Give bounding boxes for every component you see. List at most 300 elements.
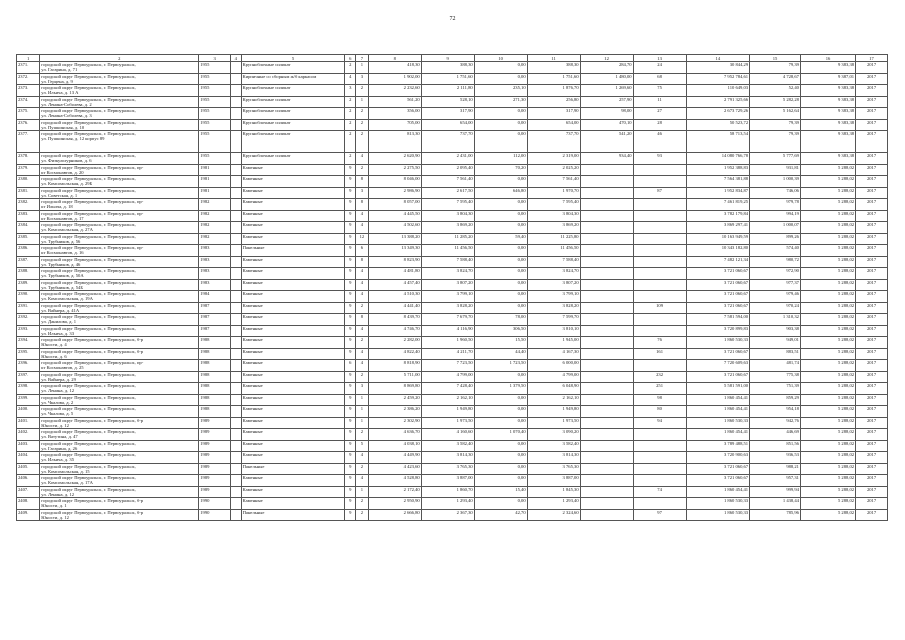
cell-c4 (231, 210, 242, 222)
cell-c8: 4 510,30 (368, 291, 421, 303)
address-cell (40, 360, 199, 372)
column-number: 13 (633, 55, 686, 62)
cell-c10: 15,50 (474, 337, 527, 349)
cell-c3: 1989 (199, 463, 231, 475)
cell-c9: 654,00 (421, 119, 474, 131)
cell-c6: 9 (345, 417, 356, 429)
cell-c3: 1981 (199, 164, 231, 176)
cell-c4 (231, 176, 242, 188)
cell-c5: Каменные (241, 486, 345, 498)
cell-c1: 2376. (17, 119, 40, 131)
cell-c11: 1 973,50 (527, 417, 580, 429)
cell-c6: 9 (345, 440, 356, 452)
address-line-2: Юности, д. 1 (41, 503, 67, 508)
cell-c9: 2 431,00 (421, 153, 474, 165)
cell-c12 (580, 314, 633, 326)
cell-c17: 2017 (856, 210, 888, 222)
cell-c1: 2407. (17, 486, 40, 498)
cell-c17: 2017 (856, 383, 888, 395)
address-cell (40, 498, 199, 510)
cell-c9: 3 824,70 (421, 268, 474, 280)
cell-c15: 936,53 (750, 452, 801, 464)
cell-c10: 0,00 (474, 256, 527, 268)
table-row (17, 463, 888, 475)
cell-c4 (231, 291, 242, 303)
address-line-1: городской округ Первоуральск, г. Первоуральск, (41, 268, 136, 273)
cell-c7: 2 (356, 119, 369, 131)
cell-c12 (580, 302, 633, 314)
cell-c14: 2 791 325,66 (686, 96, 750, 108)
cell-c4 (231, 371, 242, 383)
cell-c5: Каменные (241, 164, 345, 176)
cell-c9: 3 807,20 (421, 279, 474, 291)
cell-c13: 75 (633, 85, 686, 97)
cell-c16: 5 288,02 (800, 360, 855, 372)
cell-c7: 3 (356, 187, 369, 199)
address-line-1: городской округ Первоуральск, г. Первоуральск, б-р (41, 348, 144, 354)
cell-c6: 9 (345, 371, 356, 383)
cell-c8: 4 481,80 (368, 268, 421, 280)
cell-c12 (580, 394, 633, 406)
cell-c3: 1989 (199, 475, 231, 487)
cell-c11: 3 765,30 (527, 463, 580, 475)
cell-c3: 1988 (199, 337, 231, 349)
cell-c5: Крупноблочные силикат (241, 96, 345, 108)
cell-c8: 356,00 (368, 108, 421, 120)
address-cell (40, 210, 199, 222)
table-row (17, 108, 888, 120)
address-cell (40, 348, 199, 360)
address-line-1: городской округ Первоуральск, г. Первоуральск, пр- (41, 164, 144, 170)
cell-c8: 418,30 (368, 62, 421, 74)
cell-c13 (633, 176, 686, 188)
cell-c12: 470,10 (580, 119, 633, 131)
cell-c12 (580, 383, 633, 395)
address-cell (40, 62, 199, 74)
address-line-1: городской округ Первоуральск, г. Первоуральск, б-р (41, 498, 144, 503)
cell-c16: 5 288,02 (800, 199, 855, 211)
cell-c17: 2017 (856, 509, 888, 521)
cell-c9: 7 595,40 (421, 199, 474, 211)
cell-c4 (231, 245, 242, 257)
cell-c14: 7 952 784,61 (686, 73, 750, 85)
table-row (17, 498, 888, 510)
cell-c8: 2 950,90 (368, 498, 421, 510)
cell-c11: 2 025,20 (527, 164, 580, 176)
cell-c11: 1 876,70 (527, 85, 580, 97)
cell-c8: 2 459,20 (368, 394, 421, 406)
table-row (17, 291, 888, 303)
address-line-1: городской округ Первоуральск, г. Первоуральск, б-р (41, 337, 144, 342)
address-cell (40, 176, 199, 188)
cell-c5: Крупноблочные силикат (241, 119, 345, 131)
address-line-1: городской округ Первоуральск, г. Первоуральск, б-р (41, 417, 144, 423)
cell-c1: 2372. (17, 73, 40, 85)
address-line-1: городской округ Первоуральск, г. Первоуральск, (41, 325, 136, 331)
cell-c16: 5 288,02 (800, 463, 855, 475)
cell-c1: 2397. (17, 371, 40, 383)
cell-c3: 1984 (199, 291, 231, 303)
cell-c10: 0,00 (474, 291, 527, 303)
cell-c17: 2017 (856, 348, 888, 360)
cell-c9: 2 162,10 (421, 394, 474, 406)
cell-c16: 5 288,02 (800, 337, 855, 349)
cell-c6: 9 (345, 256, 356, 268)
cell-c9: 3 814,30 (421, 452, 474, 464)
address-cell (40, 337, 199, 349)
cell-c5: Крупноблочные силикат (241, 108, 345, 120)
cell-c10: 0,00 (474, 463, 527, 475)
cell-c4 (231, 256, 242, 268)
column-number: 4 (231, 55, 242, 62)
address-line-2: ул. Чкалова, д. 2 (41, 399, 74, 405)
cell-c13 (633, 268, 686, 280)
cell-c13: 27 (633, 108, 686, 120)
cell-c12 (580, 210, 633, 222)
cell-c16: 5 288,02 (800, 187, 855, 199)
cell-c12 (580, 429, 633, 441)
cell-c1: 2404. (17, 452, 40, 464)
address-cell (40, 256, 199, 268)
cell-c1: 2406. (17, 475, 40, 487)
cell-c3: 1981 (199, 187, 231, 199)
cell-c10: 1 379,50 (474, 383, 527, 395)
cell-c14: 1 952 834,87 (686, 187, 750, 199)
address-cell (40, 486, 199, 498)
cell-c10: 0,00 (474, 62, 527, 74)
cell-c5: Каменные (241, 440, 345, 452)
cell-c11: 1 949,80 (527, 406, 580, 418)
table-row (17, 187, 888, 199)
cell-c16: 5 288,02 (800, 440, 855, 452)
cell-c12 (580, 348, 633, 360)
cell-c9: 4 160,60 (421, 429, 474, 441)
cell-c10: 306,50 (474, 325, 527, 337)
cell-c1: 2383. (17, 210, 40, 222)
cell-c9: 3 799,10 (421, 291, 474, 303)
cell-c1: 2389. (17, 279, 40, 291)
cell-c14: 7 720 609,63 (686, 360, 750, 372)
cell-c16: 5 288,02 (800, 325, 855, 337)
cell-c10: 0,00 (474, 222, 527, 234)
cell-c5: Каменные (241, 233, 345, 245)
cell-c5: Панельные (241, 463, 345, 475)
cell-c17: 2017 (856, 337, 888, 349)
cell-c6: 9 (345, 325, 356, 337)
address-cell (40, 394, 199, 406)
address-line-2: ул. Трубников, д. 56 (41, 238, 81, 244)
address-line-1: городской округ Первоуральск, г. Первоуральск, (41, 302, 136, 308)
cell-c10: 271,30 (474, 96, 527, 108)
cell-c5: Каменные (241, 187, 345, 199)
cell-c7: 6 (356, 245, 369, 257)
cell-c5: Каменные (241, 268, 345, 280)
cell-c8: 813,30 (368, 131, 421, 153)
cell-c17: 2017 (856, 131, 888, 153)
cell-c16: 9 383,38 (800, 131, 855, 153)
cell-c11: 11 225,80 (527, 233, 580, 245)
cell-c6: 9 (345, 291, 356, 303)
cell-c6: 9 (345, 486, 356, 498)
cell-c6: 9 (345, 187, 356, 199)
cell-c5: Крупноблочные силикат (241, 85, 345, 97)
cell-c11: 3 807,20 (527, 279, 580, 291)
cell-c9: 4 116,90 (421, 325, 474, 337)
cell-c12 (580, 199, 633, 211)
cell-c4 (231, 325, 242, 337)
cell-c15: 977,37 (750, 279, 801, 291)
cell-c11: 1 945,00 (527, 337, 580, 349)
cell-c17: 2017 (856, 108, 888, 120)
cell-c11: 654,00 (527, 119, 580, 131)
cell-c11: 3 887,00 (527, 475, 580, 487)
address-cell (40, 96, 199, 108)
address-line-2: кт Ильича, д. 18 (41, 204, 73, 209)
address-line-1: городской округ Первоуральск, г. Первоуральск, пр- (41, 210, 144, 216)
cell-c9: 1 949,80 (421, 406, 474, 418)
cell-c8: 705,00 (368, 119, 421, 131)
cell-c17: 2017 (856, 463, 888, 475)
cell-c14: 10 343 182,80 (686, 245, 750, 257)
cell-c6: 9 (345, 268, 356, 280)
address-cell (40, 417, 199, 429)
cell-c8: 2 386,20 (368, 406, 421, 418)
cell-c6: 9 (345, 429, 356, 441)
address-cell (40, 233, 199, 245)
cell-c5: Каменные (241, 406, 345, 418)
cell-c11: 317,90 (527, 108, 580, 120)
cell-c11: 3 090,20 (527, 429, 580, 441)
cell-c4 (231, 429, 242, 441)
cell-c11: 1 293,40 (527, 498, 580, 510)
page-number: 72 (449, 16, 456, 22)
cell-c10: 70,20 (474, 164, 527, 176)
cell-c17: 2017 (856, 325, 888, 337)
cell-c11: 3 582,40 (527, 440, 580, 452)
address-line-2: ул. Комсомольская, д. 17А (41, 480, 93, 485)
cell-c12: 257,90 (580, 96, 633, 108)
cell-c15: 751,39 (750, 383, 801, 395)
cell-c12 (580, 164, 633, 176)
cell-c15: 785,96 (750, 509, 801, 521)
cell-c9: 1 293,40 (421, 498, 474, 510)
cell-c7: 4 (356, 210, 369, 222)
column-number: 11 (527, 55, 580, 62)
table-row (17, 302, 888, 314)
address-cell (40, 509, 199, 521)
cell-c7: 1 (356, 486, 369, 498)
cell-c15: 5 162,64 (750, 108, 801, 120)
cell-c9: 7 428,40 (421, 383, 474, 395)
cell-c6: 9 (345, 498, 356, 510)
address-line-2: ул. Гагарина, д. 71 (41, 67, 78, 72)
cell-c16: 9 383,38 (800, 85, 855, 97)
cell-c9: 737,70 (421, 131, 474, 153)
cell-c6: 9 (345, 245, 356, 257)
cell-c8: 561,20 (368, 96, 421, 108)
cell-c10: 0,00 (474, 302, 527, 314)
cell-c4 (231, 96, 242, 108)
cell-c7: 4 (356, 222, 369, 234)
cell-c13: 74 (633, 486, 686, 498)
cell-c8: 8 057,00 (368, 199, 421, 211)
address-cell (40, 164, 199, 176)
address-line-1: городской округ Первоуральск, г. Первоуральск, (41, 475, 136, 480)
cell-c8: 8 439,70 (368, 314, 421, 326)
cell-c9: 3 804,30 (421, 210, 474, 222)
cell-c17: 2017 (856, 164, 888, 176)
cell-c16: 5 288,02 (800, 222, 855, 234)
table-row (17, 210, 888, 222)
cell-c15: 994,19 (750, 210, 801, 222)
cell-c15: 979,46 (750, 291, 801, 303)
cell-c13 (633, 291, 686, 303)
cell-c5: Каменные (241, 314, 345, 326)
cell-c1: 2371. (17, 62, 40, 74)
cell-c17: 2017 (856, 371, 888, 383)
cell-c16: 9 383,38 (800, 62, 855, 74)
column-number: 5 (241, 55, 345, 62)
cell-c8: 2 302,90 (368, 417, 421, 429)
column-number-row (17, 55, 888, 62)
cell-c17: 2017 (856, 176, 888, 188)
cell-c14: 3 721 060,67 (686, 475, 750, 487)
cell-c15: 775,38 (750, 371, 801, 383)
address-line-2: ул. Вайнера, д. 41А (41, 307, 80, 313)
cell-c6: 9 (345, 302, 356, 314)
cell-c12 (580, 360, 633, 372)
address-line-1: городской округ Первоуральск, г. Первоуральск, (41, 119, 136, 125)
cell-c1: 2382. (17, 199, 40, 211)
address-line-2: ул. Ильича, д. 13 А (41, 90, 79, 95)
cell-c13: 68 (633, 73, 686, 85)
address-line-1: городской округ Первоуральск, г. Первоуральск, (41, 108, 136, 113)
cell-c16: 5 288,02 (800, 406, 855, 418)
address-cell (40, 268, 199, 280)
table-row (17, 417, 888, 429)
address-line-2: Юности, д. 12 (41, 514, 69, 520)
cell-c6: 9 (345, 222, 356, 234)
cell-c17: 2017 (856, 222, 888, 234)
address-line-1: городской округ Первоуральск, г. Первоуральск, (41, 256, 136, 262)
cell-c7: 2 (356, 429, 369, 441)
cell-c3: 1981 (199, 176, 231, 188)
cell-c1: 2384. (17, 222, 40, 234)
table-row (17, 348, 888, 360)
cell-c11: 3 810,10 (527, 325, 580, 337)
address-line-2: ул. Данилова, д. 1 (41, 319, 77, 324)
cell-c4 (231, 498, 242, 510)
cell-c6: 9 (345, 314, 356, 326)
cell-c5: Каменные (241, 452, 345, 464)
cell-c15: 979,78 (750, 199, 801, 211)
cell-c4 (231, 406, 242, 418)
table-row (17, 325, 888, 337)
cell-c17: 2017 (856, 440, 888, 452)
cell-c10: 0,00 (474, 245, 527, 257)
address-line-1: городской округ Первоуральск, г. Первоуральск, (41, 233, 136, 239)
cell-c15: 4 728,67 (750, 73, 801, 85)
cell-c10: 0,00 (474, 268, 527, 280)
cell-c14: 1 860 530,33 (686, 337, 750, 349)
cell-c8: 4 502,60 (368, 222, 421, 234)
cell-c1: 2377. (17, 131, 40, 153)
cell-c15: 903,38 (750, 325, 801, 337)
cell-c16: 5 288,02 (800, 302, 855, 314)
cell-c1: 2379. (17, 164, 40, 176)
cell-c5: Каменные (241, 475, 345, 487)
address-line-2: ул. Советская, д. 1 (41, 192, 78, 198)
cell-c5: Каменные (241, 302, 345, 314)
cell-c16: 5 288,02 (800, 256, 855, 268)
cell-c4 (231, 85, 242, 97)
address-line-1: городской округ Первоуральск, г. Первоуральск, (41, 153, 136, 158)
cell-c9: 1 960,50 (421, 337, 474, 349)
cell-c14: 3 721 060,67 (686, 268, 750, 280)
cell-c12 (580, 176, 633, 188)
cell-c16: 5 288,02 (800, 348, 855, 360)
cell-c3: 1987 (199, 302, 231, 314)
cell-c13: 251 (633, 383, 686, 395)
cell-c8: 4 423,60 (368, 463, 421, 475)
address-line-1: городской округ Первоуральск, г. Первоуральск, (41, 394, 136, 400)
cell-c7: 8 (356, 256, 369, 268)
cell-c13 (633, 325, 686, 337)
cell-c5: Каменные (241, 429, 345, 441)
cell-c7: 2 (356, 108, 369, 120)
cell-c4 (231, 463, 242, 475)
address-line-1: городской округ Первоуральск, г. Первоуральск, (41, 73, 136, 79)
cell-c9: 2 367,30 (421, 509, 474, 521)
cell-c15: 446,69 (750, 429, 801, 441)
cell-c15: 999,94 (750, 486, 801, 498)
cell-c17: 2017 (856, 291, 888, 303)
cell-c16: 5 288,02 (800, 452, 855, 464)
address-cell (40, 73, 199, 85)
cell-c12 (580, 475, 633, 487)
housing-registry-table (16, 54, 888, 521)
cell-c6: 9 (345, 210, 356, 222)
cell-c6: 9 (345, 199, 356, 211)
address-line-2: ул. Пушкинская, д. 12 корпус 89 (41, 136, 105, 141)
cell-c17: 2017 (856, 119, 888, 131)
cell-c17: 2017 (856, 302, 888, 314)
table-row (17, 73, 888, 85)
cell-c14: 7 581 594,00 (686, 314, 750, 326)
table-row (17, 314, 888, 326)
cell-c5: Каменные (241, 256, 345, 268)
address-line-1: городской округ Первоуральск, г. Первоуральск, пр- (41, 360, 144, 365)
cell-c13 (633, 222, 686, 234)
address-line-2: ул. Трубников, д. 46 (41, 261, 81, 267)
cell-c6: 9 (345, 176, 356, 188)
cell-c5: Крупноблочные силикат (241, 131, 345, 153)
cell-c15: 481,74 (750, 360, 801, 372)
cell-c8: 2 986,90 (368, 187, 421, 199)
cell-c13: 46 (633, 131, 686, 153)
table-row (17, 429, 888, 441)
cell-c10: 42,70 (474, 509, 527, 521)
cell-c15: 79,39 (750, 62, 801, 74)
cell-c11: 2 324,60 (527, 509, 580, 521)
cell-c1: 2387. (17, 256, 40, 268)
cell-c16: 9 383,38 (800, 108, 855, 120)
cell-c16: 5 288,02 (800, 509, 855, 521)
table-row (17, 486, 888, 498)
cell-c7: 2 (356, 164, 369, 176)
address-cell (40, 302, 199, 314)
cell-c10: 0,00 (474, 475, 527, 487)
